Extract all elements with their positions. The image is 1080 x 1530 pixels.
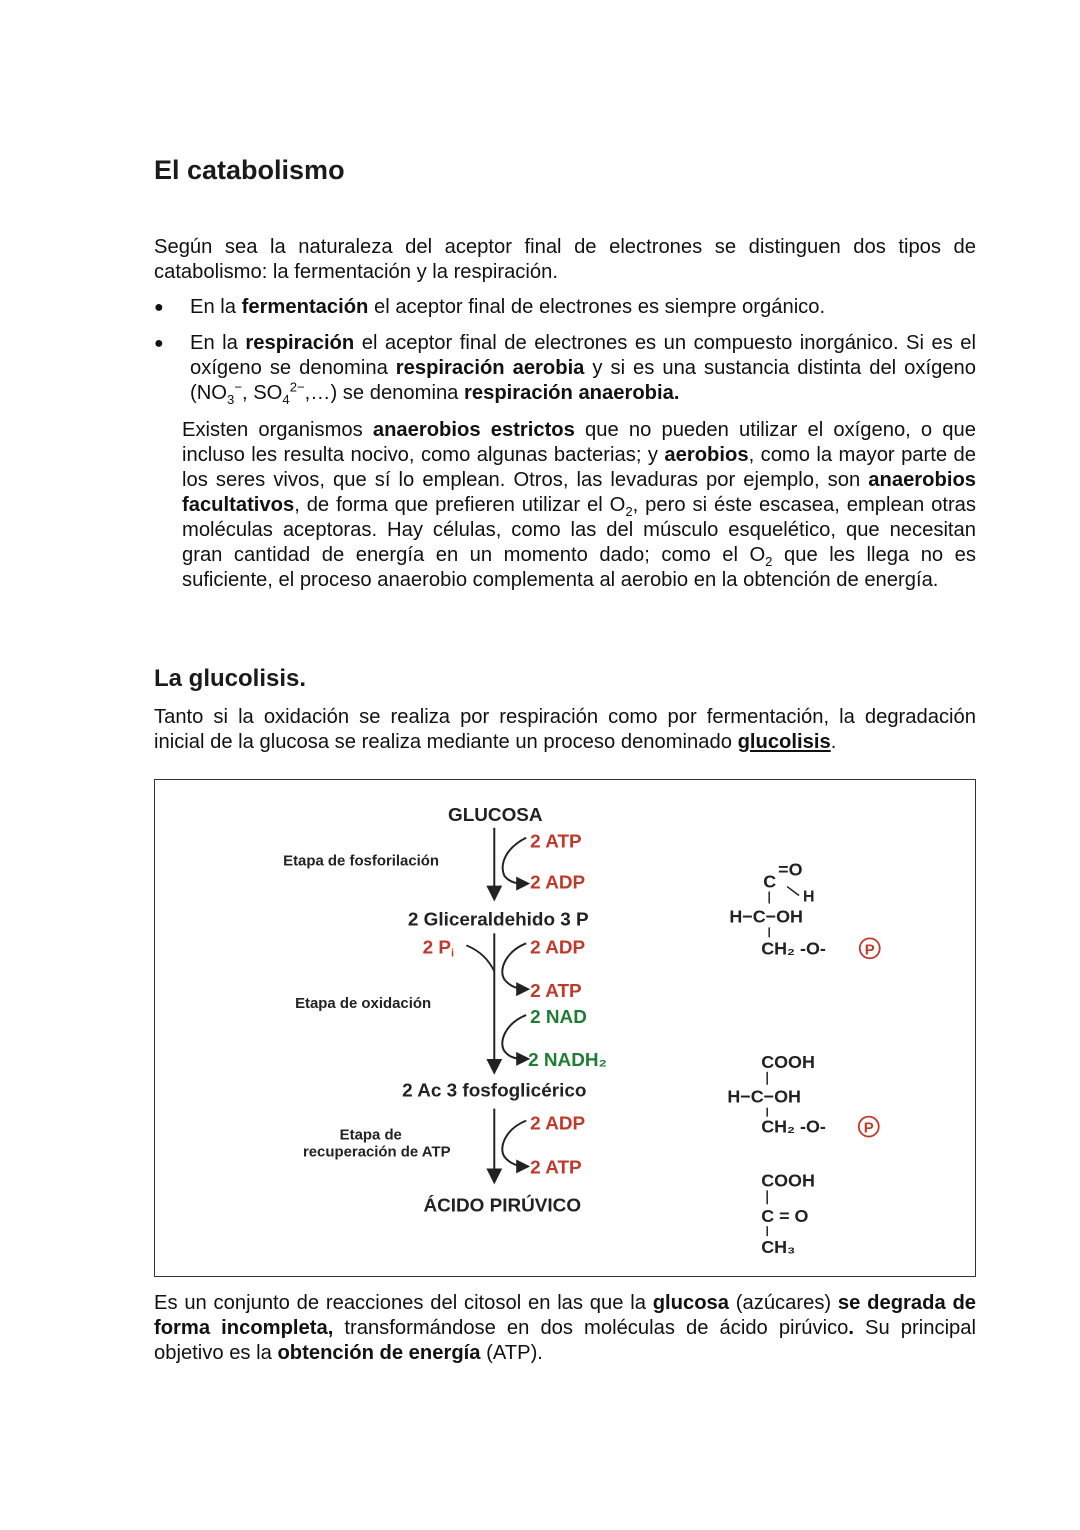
bullet-icon: ●: [154, 299, 164, 316]
label-gliceraldehido: 2 Gliceraldehido 3 P: [407, 909, 589, 931]
organisms-paragraph: Existen organismos anaerobios estrictos que no pueden utilizar el oxígeno, o que incluso les resulta nocivo, como algunas bacterias; y aerobios, como la mayor parte de los seres vivos, que sí lo emplean. Otros, las levaduras por ejemplo, son anaerobios facultativos, de forma que prefieren utilizar el $O_2$, pero si éste escasea, emplean otras moléculas aceptoras. Hay células, como las del músculo esquelético, que necesitan gran cantidad de energía en un momento dado; como el $O_2$ que les llega no es suficiente, el proceso anaerobio complementa al aerobio en la obtención de energía.: [182, 419, 976, 591]
label-glucosa: GLUCOSA: [448, 804, 543, 826]
label-2nad: 2 NAD: [530, 1007, 587, 1029]
svg-text:C = O: C = O: [761, 1206, 809, 1227]
phosphate-icon: P: [864, 941, 875, 959]
arrow-curve-2: [502, 943, 526, 989]
summary-paragraph: Es un conjunto de reacciones del citosol en las que la glucosa (azúcares) se degrada de forma incompleta, transformándose en dos moléculas de ácido pirúvico. Su principal objetivo es la obtención de energía (ATP).: [154, 1292, 977, 1364]
bullet-icon: ●: [154, 335, 164, 352]
list-item-respiration: ● En la respiración el aceptor final de electrones es un compuesto inorgánico. Si es el oxígeno se denomina respiración aerobia y si es una sustancia distinta del oxígeno ($NO_3^-$, $SO_4^{2-},\dots$) se denomina respiración anaerobia.: [154, 332, 977, 408]
svg-text:H−C−OH: H−C−OH: [727, 1086, 801, 1107]
arrow-curve-3: [502, 1121, 526, 1167]
label-2adp-in: 2 ADP: [530, 937, 586, 959]
svg-text:H−C−OH: H−C−OH: [729, 906, 803, 927]
arrow-pi-in: [466, 945, 494, 971]
svg-text:CH₃: CH₃: [761, 1237, 796, 1258]
svg-text:=O: =O: [778, 859, 803, 880]
glucolisis-diagram: [154, 779, 976, 1277]
label-stage-recovery-2: recuperación de ATP: [302, 1143, 451, 1161]
section-title-glucolisis: La glucolisis.: [154, 665, 307, 692]
phosphate-icon: P: [863, 1119, 874, 1137]
arrow-curve-1: [503, 838, 526, 884]
molecule-piruvico: [761, 1170, 815, 1257]
label-ac3-fosfoglicerico: 2 Ac 3 fosfoglicérico: [402, 1080, 587, 1102]
label-stage-recovery-1: Etapa de: [339, 1126, 402, 1144]
catabolism-types-list: [154, 295, 976, 417]
label-acido-piruvico: ÁCIDO PIRÚVICO: [423, 1195, 582, 1217]
label-stage-phosphorylation: Etapa de fosforilación: [283, 852, 440, 870]
label-2atp-out-3: 2 ATP: [530, 1157, 582, 1179]
label-2pi: 2 Pi: [422, 937, 455, 960]
svg-text:H: H: [803, 888, 815, 906]
label-stage-oxidation: Etapa de oxidación: [295, 995, 432, 1013]
arrow-curve-nad: [502, 1015, 526, 1059]
glucolisis-intro-paragraph: Tanto si la oxidación se realiza por respiración como por fermentación, la degradación inicial de la glucosa se realiza mediante un proceso denominado glucolisis.: [154, 706, 976, 753]
svg-text:COOH: COOH: [761, 1170, 815, 1191]
label-2atp-in: 2 ATP: [530, 831, 582, 853]
svg-text:C: C: [763, 871, 777, 892]
label-2adp-in-3: 2 ADP: [530, 1113, 586, 1135]
svg-text:CH₂ -O-: CH₂ -O-: [761, 938, 826, 959]
svg-text:COOH: COOH: [761, 1051, 815, 1072]
page-title: El catabolismo: [154, 155, 345, 185]
glucolisis-diagram-svg: [155, 780, 975, 1276]
label-2adp-out: 2 ADP: [530, 872, 586, 894]
intro-paragraph: Según sea la naturaleza del aceptor final de electrones se distinguen dos tipos de catabolismo: la fermentación y la respiración.: [154, 236, 976, 283]
label-2atp-out: 2 ATP: [530, 981, 582, 1003]
molecule-fosfoglicerico: [727, 1052, 878, 1137]
label-2nadh2: 2 NADH₂: [528, 1049, 607, 1071]
svg-text:CH₂ -O-: CH₂ -O-: [761, 1116, 826, 1137]
molecule-gliceraldehido: [729, 860, 879, 959]
list-item-fermentation: ● En la fermentación el aceptor final de electrones es siempre orgánico.: [154, 296, 826, 318]
